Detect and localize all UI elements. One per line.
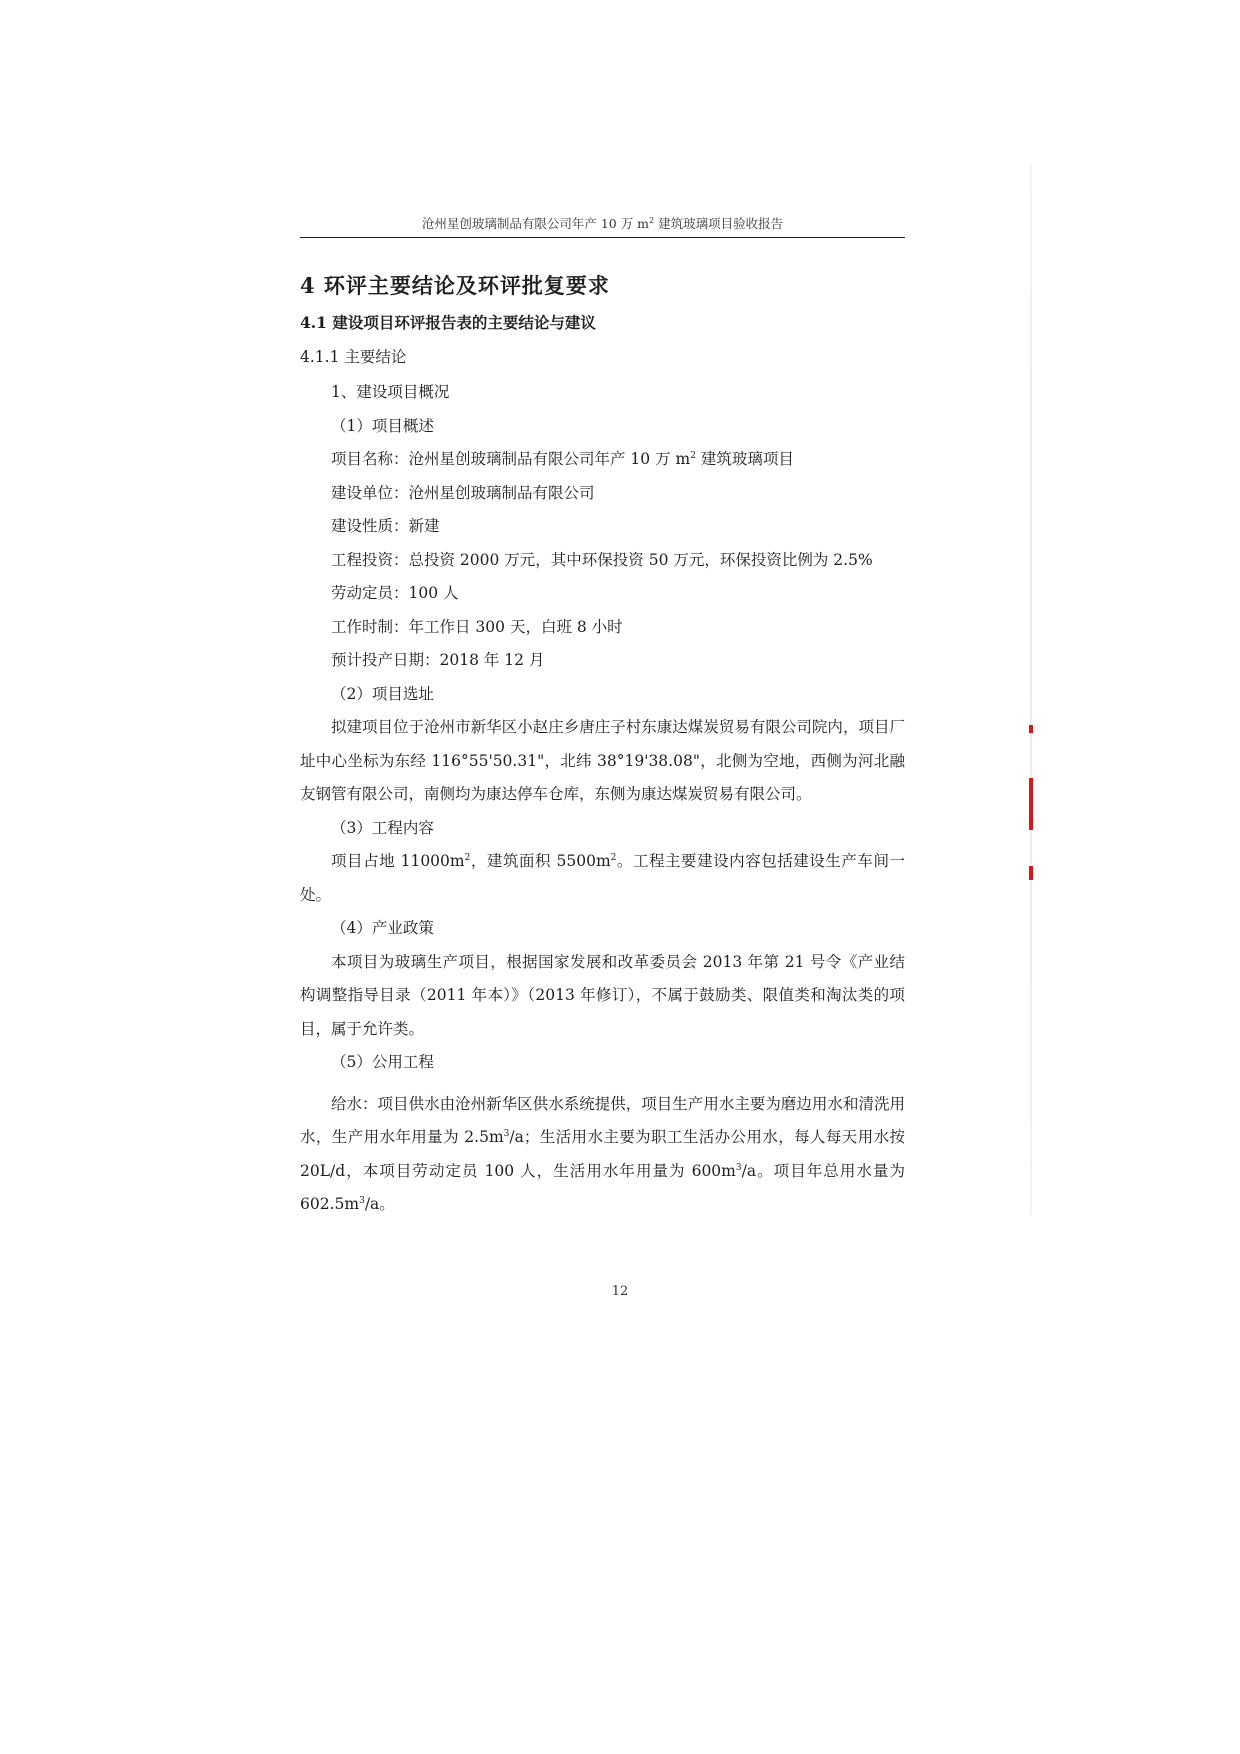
water-sup-1: 3 (503, 1129, 510, 1139)
start-date-line: 预计投产日期：2018 年 12 月 (331, 651, 545, 670)
investment-line: 工程投资：总投资 2000 万元，其中环保投资 50 万元，环保投资比例为 2.5% (331, 550, 873, 569)
water-sup-2: 3 (735, 1162, 742, 1173)
water-text-d: /a。 (364, 1195, 395, 1214)
utility-heading: （5）公用工程 (331, 1053, 434, 1072)
water-sup-3: 3 (359, 1196, 365, 1206)
nature-line: 建设性质：新建 (331, 517, 440, 536)
water-text-a: 给水：项目供水由沧州新华区供水系统提供，项目生产用水主要为磨边用水和清洗用水，生产用水年用量为 2.5m (300, 1094, 905, 1147)
content-sup-2: 2 (610, 853, 617, 863)
page-number: 12 (611, 1284, 629, 1299)
project-name-b: 建筑玻璃项目 (695, 450, 794, 469)
document-page (300, 212, 905, 1222)
project-name-a: 项目名称：沧州星创玻璃制品有限公司年产 10 万 m (331, 450, 691, 469)
overview-heading: 1、建设项目概况 (331, 383, 450, 402)
policy-paragraph: 本项目为玻璃生产项目，根据国家发展和改革委员会 2013 年第 21 号令《产业结构调整指导目录（2011 年本）》（2013 年修订），不属于鼓励类、限值类和淘汰类的项目，属于允许类。 (300, 952, 905, 1038)
site-paragraph: 拟建项目位于沧州市新华区小赵庄乡唐庄子村东康达煤炭贸易有限公司院内，项目厂址中心坐标为东经 116°55'50.31"，北纬 38°19'38.08"，北侧为空地，西侧为河北融友钢管有限公司，南侧均为康达停车仓库，东侧为康达煤炭贸易有限公司。 (300, 718, 905, 804)
content-paragraph (300, 845, 905, 912)
builder-line: 建设单位：沧州星创玻璃制品有限公司 (331, 483, 595, 502)
seal-fragment-top (1029, 725, 1033, 733)
summary-heading: （1）项目概述 (331, 416, 434, 435)
content-text-a: 项目占地 11000m (331, 852, 465, 871)
scan-edge-shadow (1030, 165, 1032, 1215)
project-name-sup: 2 (690, 451, 696, 461)
content-text-b: ，建筑面积 5500m (470, 852, 611, 871)
staff-line: 劳动定员：100 人 (331, 584, 459, 603)
header-text-b: 建筑玻璃项目验收报告 (654, 216, 784, 232)
water-text-b: /a；生活用水主要为职工生活办公用水，每人每天用水按 20L/d，本项目劳动定员 100 人，生活用水年用量为 600m (300, 1128, 905, 1180)
section-title: 4.1 建设项目环评报告表的主要结论与建议 (300, 313, 596, 333)
policy-heading: （4）产业政策 (331, 919, 434, 938)
seal-fragment-bottom (1029, 866, 1033, 880)
site-heading: （2）项目选址 (331, 684, 434, 703)
content-sup-1: 2 (464, 853, 471, 863)
content-text-c: 。工程主要建设内容包括建设生产车间一处。 (300, 852, 905, 904)
water-paragraph (300, 1088, 905, 1222)
header-text-a: 沧州星创玻璃制品有限公司年产 10 万 m (421, 216, 650, 232)
work-schedule-line: 工作时制：年工作日 300 天，白班 8 小时 (331, 617, 623, 636)
content-heading: （3）工程内容 (331, 818, 434, 837)
subsection-title: 4.1.1 主要结论 (300, 348, 407, 367)
running-header (300, 212, 905, 238)
chapter-title: 4 环评主要结论及环评批复要求 (300, 273, 610, 299)
header-sup: 2 (649, 216, 655, 225)
project-name-line (300, 443, 905, 477)
water-text-c: /a。项目年总用水量为 602.5m (300, 1161, 906, 1214)
seal-fragment-middle (1029, 778, 1033, 830)
